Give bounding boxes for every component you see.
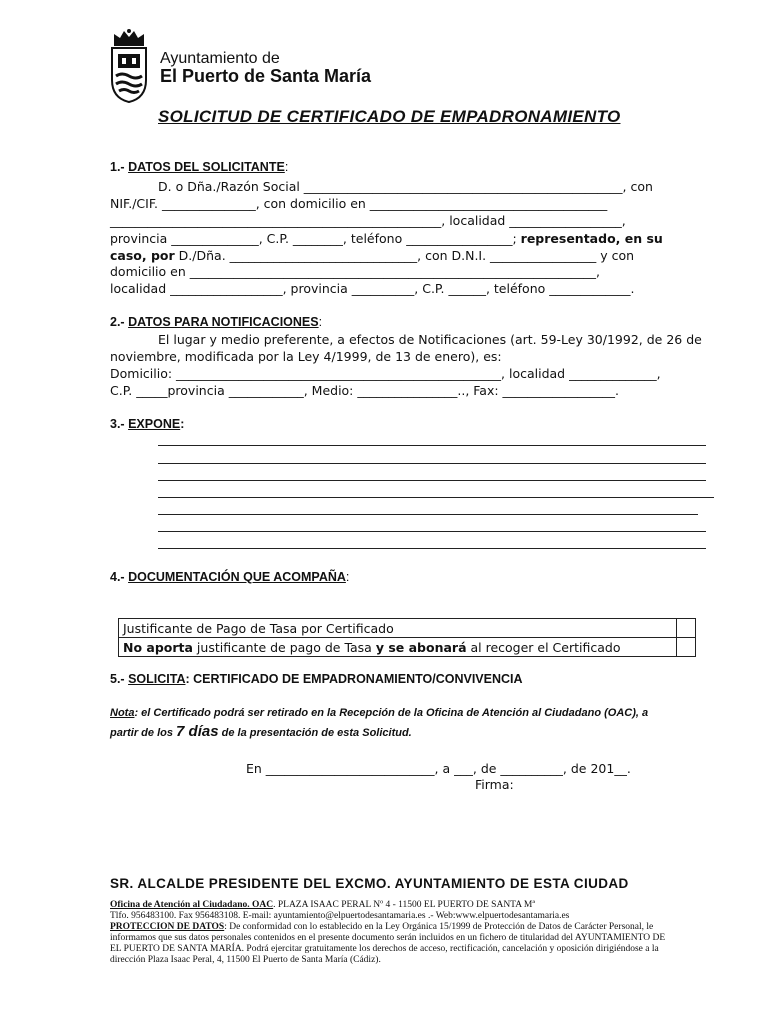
form-title: SOLICITUD DE CERTIFICADO DE EMPADRONAMIENTO <box>158 107 621 126</box>
applicant-province-text: provincia ______________, C.P. ________, teléfono _________________; <box>110 231 517 246</box>
notification-intro-line2: noviembre, modificada por la Ley 4/1999, de 13 de enero), es: <box>110 349 502 364</box>
expone-line[interactable] <box>158 531 706 532</box>
footer-privacy-line4: dirección Plaza Isaac Peral, 4, 11500 El Puerto de Santa María (Cádiz). <box>110 955 381 965</box>
addressee: SR. ALCALDE PRESIDENTE DEL EXCMO. AYUNTAMIENTO DE ESTA CIUDAD <box>110 876 629 891</box>
representative-text: D./Dña. ______________________________, con D.N.I. _________________ y con <box>178 248 635 263</box>
section5-heading <box>110 672 523 686</box>
document-option-checkbox[interactable] <box>677 619 696 638</box>
representative-line[interactable] <box>110 248 634 264</box>
footer-contact-line: Tlfo. 956483100. Fax 956483108. E-mail: ayuntamiento@elpuertodesantamaria.es .- Web:www.elpuertodesantamaria.es <box>110 911 570 921</box>
notification-postal-line[interactable]: C.P. _____provincia ____________, Medio: ________________.., Fax: __________________. <box>110 383 620 398</box>
expone-line[interactable] <box>158 514 698 515</box>
expone-line[interactable] <box>158 497 714 498</box>
section5-number: 5.- <box>110 672 125 686</box>
expone-line[interactable] <box>158 463 706 464</box>
footer-privacy-line3: EL PUERTO DE SANTA MARÍA. Podrá ejercitar gratuitamente los derechos de acceso, rectificación, cancelación y oposición dirigiéndose a la <box>110 944 659 954</box>
signature-label: Firma: <box>475 777 514 792</box>
section2-number: 2.- <box>110 315 125 329</box>
section3-colon: : <box>180 417 185 431</box>
section4-heading <box>110 570 349 584</box>
note-days: 7 días <box>176 723 219 740</box>
applicant-province-line[interactable] <box>110 231 663 247</box>
privacy-label: PROTECCION DE DATOS <box>110 922 225 932</box>
no-payment-option-checkbox[interactable] <box>677 638 696 657</box>
section1-colon: : <box>284 160 289 174</box>
section4-title: DOCUMENTACIÓN QUE ACOMPAÑA <box>128 570 346 584</box>
represented-label-cont: caso, por <box>110 248 175 263</box>
table-row <box>119 638 696 657</box>
coat-of-arms-logo <box>108 28 150 104</box>
expone-line[interactable] <box>158 480 706 481</box>
footer-privacy-line1 <box>110 922 653 933</box>
notification-address-line[interactable]: Domicilio: ____________________________________________________, localidad ______________, <box>110 366 661 381</box>
section2-heading <box>110 315 322 329</box>
expone-line[interactable] <box>158 445 706 446</box>
note-line1 <box>110 707 648 719</box>
section2-title: DATOS PARA NOTIFICACIONES <box>128 315 319 329</box>
abonara-text-2: al recoger el Certificado <box>466 639 621 655</box>
document-option-label: Justificante de Pago de Tasa por Certificado <box>119 619 677 638</box>
no-aporta-text: No aporta <box>123 639 193 655</box>
section3-number: 3.- <box>110 417 125 431</box>
section3-heading <box>110 417 184 431</box>
note-label: Nota <box>110 707 135 719</box>
footer-privacy-line2: informamos que sus datos personales contenidos en el presente documento serán incluidos en un fichero de titularidad del AYUNTAMIENTO DE <box>110 933 666 943</box>
applicant-locality-line[interactable]: _____________________________________________________, localidad __________________, <box>110 213 626 228</box>
org-name-line2: El Puerto de Santa María <box>160 66 372 86</box>
documents-table <box>118 618 696 657</box>
signature-place-date-line[interactable]: En ___________________________, a ___, de __________, de 201__. <box>246 761 631 776</box>
section5-request-text: : CERTIFICADO DE EMPADRONAMIENTO/CONVIVENCIA <box>185 672 523 686</box>
org-name-line1: Ayuntamiento de <box>160 50 280 67</box>
representative-locality-line[interactable]: localidad __________________, provincia __________, C.P. ______, teléfono _____________. <box>110 281 635 296</box>
applicant-name-line[interactable]: D. o Dña./Razón Social ___________________________________________________, con <box>158 179 653 194</box>
privacy-text1: : De conformidad con lo establecido en la Ley Orgánica 15/1999 de Protección de Datos de Carácter Personal, le <box>224 922 654 932</box>
note-text2a: partir de los <box>110 727 177 739</box>
expone-line[interactable] <box>158 548 706 549</box>
section4-colon: : <box>345 570 350 584</box>
section1-number: 1.- <box>110 160 125 174</box>
note-line2 <box>110 723 412 740</box>
abonara-text: y se abonará <box>375 639 467 655</box>
applicant-nif-line[interactable]: NIF./CIF. _______________, con domicilio en ______________________________________ <box>110 196 608 211</box>
section2-colon: : <box>318 315 323 329</box>
section4-number: 4.- <box>110 570 125 584</box>
table-row <box>119 619 696 638</box>
oac-label: Oficina de Atención al Ciudadano. OAC <box>110 900 274 910</box>
notification-intro-line1: El lugar y medio preferente, a efectos de Notificaciones (art. 59-Ley 30/1992, de 26 de <box>158 332 702 347</box>
representative-address-line[interactable]: domicilio en _________________________________________________________________, <box>110 264 600 279</box>
section5-title: SOLICITA <box>128 672 186 686</box>
oac-address: . PLAZA ISAAC PERAL Nº 4 - 11500 EL PUERTO DE SANTA Mª <box>273 900 535 910</box>
note-text1: : el Certificado podrá ser retirado en la Recepción de la Oficina de Atención al Ciudadano (OAC), a <box>134 707 649 719</box>
section1-title: DATOS DEL SOLICITANTE <box>128 160 285 174</box>
no-payment-option-label <box>119 638 677 657</box>
footer-oac-line <box>110 900 535 911</box>
no-aporta-text-2: justificante de pago de Tasa <box>192 639 376 655</box>
note-text2b: de la presentación de esta Solicitud. <box>218 727 412 739</box>
section3-title: EXPONE <box>128 417 181 431</box>
section1-heading <box>110 160 288 174</box>
represented-label: representado, en su <box>520 231 663 246</box>
